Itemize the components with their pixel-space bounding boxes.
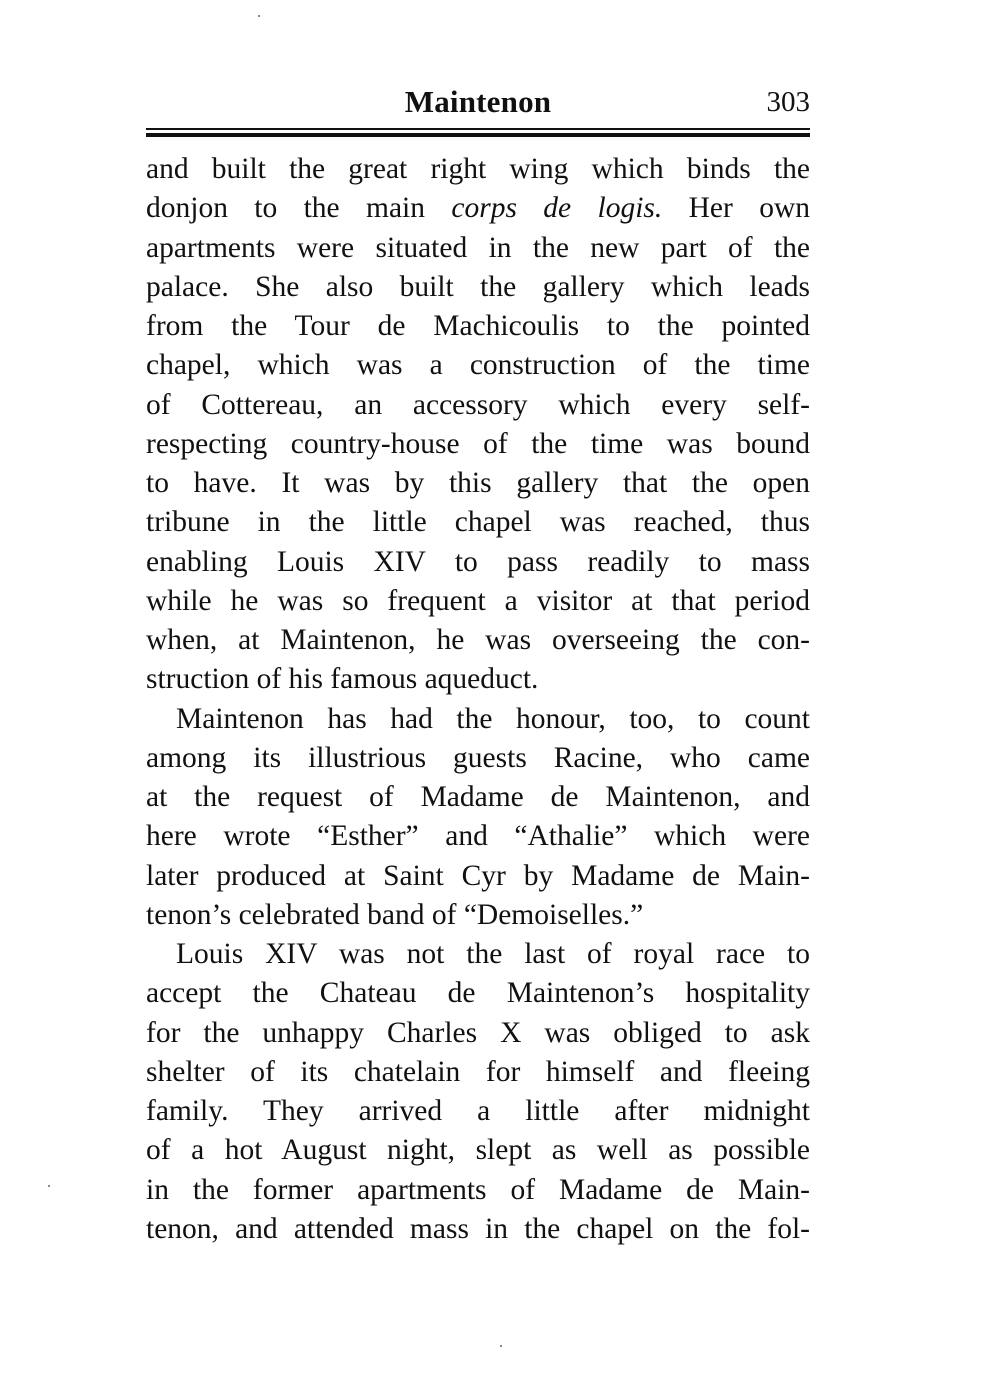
scan-speck [500,1345,502,1347]
header-rule-thin [146,128,810,130]
text-line: to have. It was by this gallery that the open [146,467,810,499]
text-line: accept the Chateau de Maintenon’s hospitality [146,977,810,1010]
running-title: Maintenon [404,84,552,119]
scan-speck [258,15,260,17]
text-line: for the unhappy Charles X was obliged to ask [146,1016,810,1049]
text-line: enabling Louis XIV to pass readily to mass [146,545,810,578]
italic-phrase: corps de logis. [451,192,663,225]
text-line: at the request of Madame de Maintenon, and [146,781,810,813]
text-line [146,189,810,228]
header-rule-thick [146,133,810,137]
text-line-paragraph-end: tenon’s celebrated band of “Demoiselles.” [146,898,644,931]
text-span: donjon to the main [146,192,452,225]
text-line-paragraph-start: Maintenon has had the honour, too, to count [176,702,810,735]
text-line-paragraph-end: struction of his famous aqueduct. [146,663,539,696]
text-line: when, at Maintenon, he was overseeing the con- [146,624,810,656]
text-line: palace. She also built the gallery which leads [146,270,810,303]
text-line: among its illustrious guests Racine, who came [146,741,810,774]
text-line: family. They arrived a little after midnight [146,1095,810,1127]
text-line: while he was so frequent a visitor at that period [146,584,810,617]
text-line: here wrote “Esther” and “Athalie” which were [146,820,810,853]
scan-speck [48,1185,50,1187]
text-span: Her own [662,192,810,225]
text-line: respecting country-house of the time was bound [146,427,810,460]
text-line: from the Tour de Machicoulis to the pointed [146,310,810,342]
text-line: tenon, and attended mass in the chapel on the fol- [146,1212,810,1245]
text-line: of a hot August night, slept as well as possible [146,1134,810,1167]
text-line: tribune in the little chapel was reached, thus [146,506,810,539]
running-head [146,80,810,124]
text-line: and built the great right wing which binds the [146,153,810,185]
text-line: later produced at Saint Cyr by Madame de Main- [146,859,810,892]
body-text [146,150,810,1249]
text-line: of Cottereau, an accessory which every self- [146,388,810,421]
text-line: apartments were situated in the new part of the [146,231,810,264]
text-line-paragraph-start: Louis XIV was not the last of royal race to [176,938,810,970]
text-line: in the former apartments of Madame de Main- [146,1173,810,1206]
text-line: chapel, which was a construction of the time [146,349,810,382]
page-number: 303 [766,86,810,118]
text-line: shelter of its chatelain for himself and fleeing [146,1055,810,1088]
